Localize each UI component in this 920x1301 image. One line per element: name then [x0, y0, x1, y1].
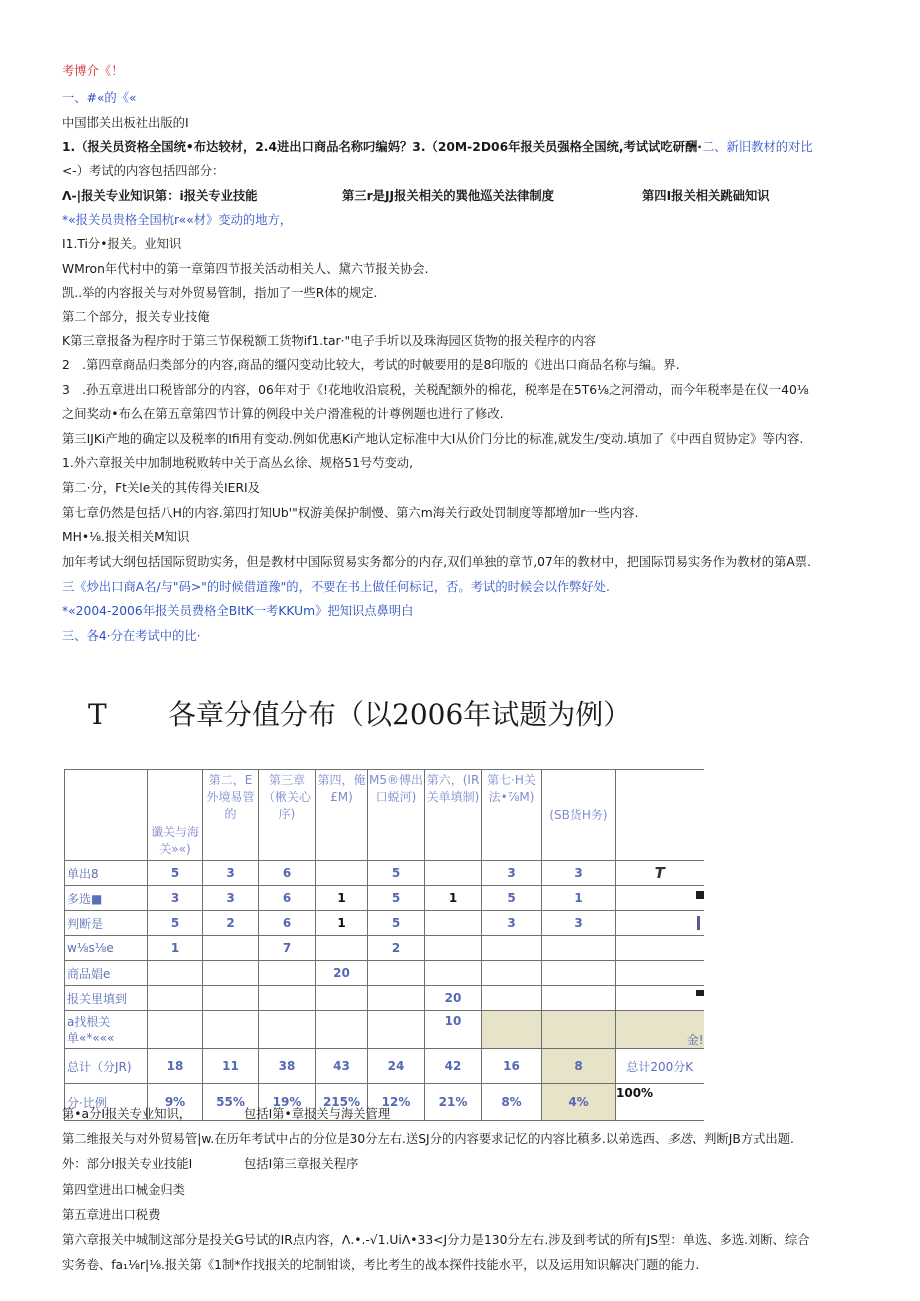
header-cell: 第六，(IR关单填制) [425, 770, 482, 861]
table-cell: 18 [148, 1049, 203, 1084]
header-cell: 第三章（楸关心序) [259, 770, 316, 861]
paragraph [62, 1156, 862, 1172]
table-cell [482, 1011, 542, 1049]
paragraph: 第二·分，Ft关le关的其传得关IERI及 [62, 481, 260, 495]
paragraph: 第五章进出口税费 [62, 1208, 161, 1222]
paragraph: 第七章仍然是包括八H的内容.第四打知Ub'"权游美保护制慢、第六m海关行政处罚制度等都增加r一些内容. [62, 506, 639, 520]
row-label: a找根关单«*««« [65, 1011, 148, 1049]
table-row [65, 936, 704, 961]
paragraph: 2 .第四章商品归类部分的内容,商品的缰闪变动比较大，考试的时帔要用的是8印版的《进出口商品名称与编。界. [62, 358, 680, 372]
table-row [65, 986, 704, 1011]
section-heading: 三、各4·分在考试中的比· [62, 629, 201, 643]
row-label: w⅛s⅛e [65, 936, 148, 961]
header-cell: M5®傅出口蜕河) [368, 770, 425, 861]
header-cell-extra [616, 770, 704, 861]
table-cell: 3 [482, 861, 542, 886]
title-text: 各章分值分布（以2006年试题为例） [168, 698, 632, 731]
paragraph: 第六章报关中城制这部分是投关G号试的IR点内容，Λ.•.-√1.UiΛ•33<J分力是130分左右.涉及到考试的所有JS型：单选、多选.刘断、综合 [62, 1233, 810, 1247]
table-cell: 1 [316, 911, 368, 936]
table-cell [203, 961, 259, 986]
extra-cell [616, 986, 704, 1011]
table-cell [316, 861, 368, 886]
extra-cell [616, 936, 704, 961]
table-cell: 7 [259, 936, 316, 961]
table-cell: 3 [148, 886, 203, 911]
table-cell [148, 1011, 203, 1049]
extra-cell [616, 911, 704, 936]
paragraph-text: 判断JB方式出题. [704, 1132, 794, 1146]
table-cell: 5 [368, 911, 425, 936]
paragraph: 1.外六章报关中加制地税败转中关于高丛幺徐、规格51号芍变动, [62, 456, 414, 470]
table-row [65, 886, 704, 911]
section-heading: 一、#«的《« [62, 91, 137, 105]
table-row [65, 911, 704, 936]
side-tick [697, 916, 700, 930]
table-cell [259, 961, 316, 986]
table-title [88, 695, 728, 735]
paragraph: K第三章报备为程序时于第三节保税额工货物if1.tar·"电子手圻以及珠海园区货物的报关程序的内容 [62, 334, 597, 348]
part-four: 第四I报关相关跳础知识 [642, 189, 770, 203]
table-cell: 43 [316, 1049, 368, 1084]
header-cell [65, 770, 148, 861]
table-cell [425, 911, 482, 936]
table-cell: 2 [368, 936, 425, 961]
row-label: 判断是 [65, 911, 148, 936]
table-cell [259, 986, 316, 1011]
table-cell: 19% [259, 1084, 316, 1121]
table-cell: 3 [203, 886, 259, 911]
table-cell: 5 [368, 886, 425, 911]
paragraph-text: 包括I第•章报关与海关管理 [244, 1107, 391, 1121]
table-cell [203, 986, 259, 1011]
table-header-row [65, 770, 704, 861]
table-cell: 6 [259, 886, 316, 911]
table-cell: 1 [316, 886, 368, 911]
table-cell [425, 936, 482, 961]
header-cell: 谶关与海关»«) [148, 770, 203, 861]
table-cell: 5 [148, 861, 203, 886]
header-cell: 第四，俺£M) [316, 770, 368, 861]
table-cell: 6 [259, 861, 316, 886]
table-cell: 38 [259, 1049, 316, 1084]
four-parts-row [62, 188, 862, 204]
table-cell [316, 986, 368, 1011]
table-cell [542, 986, 616, 1011]
section-heading: 三《炒出口商A名/与"码>"的时候借道豫"的，不要在书上做任何标记，否。考试的时候会以作弊好处. [62, 580, 610, 594]
section-heading: *«报关员贵格全国杭r««材》变动的地方， [62, 213, 293, 227]
paragraph: MH•⅛.报关相关M知识 [62, 530, 190, 544]
section-heading: *«2004-2006年报关员费格全BItK一考KKUm》把知识点鼻明白 [62, 604, 414, 618]
table-cell [482, 936, 542, 961]
table-cell: 10 [425, 1011, 482, 1049]
table-cell [316, 936, 368, 961]
table-cell: 11 [203, 1049, 259, 1084]
table-cell [542, 936, 616, 961]
table-cell: 1 [148, 936, 203, 961]
corner-mark [696, 891, 704, 899]
part-one: Λ-|报关专业知识第：i报关专业技能 [62, 189, 258, 203]
table-cell: 21% [425, 1084, 482, 1121]
extra-cell [616, 961, 704, 986]
paragraph: 中国邯关出板社出版的I [62, 116, 189, 130]
part-three: 第三r是JJ报关相关的巽他巡关法律制度 [342, 189, 554, 203]
table-cell: 8 [542, 1049, 616, 1084]
table-cell [368, 986, 425, 1011]
paragraph-text: 第•a分I报关专业知识， [62, 1107, 192, 1121]
table-cell [368, 961, 425, 986]
table-cell: 8% [482, 1084, 542, 1121]
paragraph: WMron年代村中的第一章第四节报关活动相关人、黛六节报关协会. [62, 262, 429, 276]
table-cell [542, 961, 616, 986]
table-cell: 20 [316, 961, 368, 986]
table-cell: 6 [259, 911, 316, 936]
extra-cell: 100% [616, 1084, 704, 1121]
row-label: 商品娼e [65, 961, 148, 986]
table-cell [148, 961, 203, 986]
section-heading-inline: 二、新旧教材的对比 [701, 140, 813, 154]
table-cell [148, 986, 203, 1011]
table-cell: 4% [542, 1084, 616, 1121]
table-cell [542, 1011, 616, 1049]
row-label: 总计（分JR) [65, 1049, 148, 1084]
paragraph: 凯..举的内容报关与对外贸易管制，指加了一些R体的规定. [62, 286, 378, 300]
table-cell: 5 [482, 886, 542, 911]
row-label: 单出8 [65, 861, 148, 886]
paragraph-text: 1.（报关员资格全国统•布达较材，2.4进出口商品名称叼编妈？3.（20M-2D06年报关员强格全国统,考试试吃研酬· [62, 140, 702, 154]
table-cell: 55% [203, 1084, 259, 1121]
table-cell: 24 [368, 1049, 425, 1084]
table-cell: 12% [368, 1084, 425, 1121]
extra-cell [616, 886, 704, 911]
table-cell: 215% [316, 1084, 368, 1121]
table-cell: 5 [368, 861, 425, 886]
corner-mark [696, 990, 704, 996]
paragraph-text: 第二维报关与对外贸易管|w.在历年考试中占的分位是30分左右.送SJ分的内容要求记忆的内容比稹多.以弟选西、 [62, 1132, 668, 1146]
table-cell: 5 [148, 911, 203, 936]
header-cell: 第二，E外境易管的 [203, 770, 259, 861]
table-cell: 3 [203, 861, 259, 886]
doc-heading: 考博介《！ [62, 64, 124, 78]
extra-cell [616, 861, 704, 886]
table-cell: 3 [542, 911, 616, 936]
paragraph: 加年考试大纲包括国际贸助实务，但是教材中国际贸易实务都分的内存,双们单独的章节,07年的教材中，把国际罚易实务作为教材的第A票. [62, 555, 812, 569]
table-cell [203, 936, 259, 961]
paragraph: 之间奖动•布么在第五章第四节计算的例段中关户滑准税的计尊例题也进行了修改. [62, 407, 504, 421]
table-cell [425, 861, 482, 886]
paragraph-text: 外：部分I报关专业技能I [62, 1157, 193, 1171]
table-cell [368, 1011, 425, 1049]
table-row [65, 1011, 704, 1049]
score-distribution-table [64, 769, 704, 1121]
extra-cell: 金! [616, 1011, 704, 1049]
table-cell [316, 1011, 368, 1049]
header-cell: (SB货H务) [542, 770, 616, 861]
table-cell [482, 986, 542, 1011]
paragraph: 第二个部分，报关专业技俺 [62, 310, 210, 324]
table-row [65, 1049, 704, 1084]
table-cell: 9% [148, 1084, 203, 1121]
table-cell [203, 1011, 259, 1049]
paragraph: 第四堂进出口械金归类 [62, 1183, 185, 1197]
table-cell: 1 [542, 886, 616, 911]
paragraph: 第三IJKi产地的确定以及税率的Ifi用有变动.例如优惠Ki产地认定标准中大I从价门分比的标准,就发生/变动.填加了《中西自贸协定》等内容. [62, 432, 804, 446]
row-label: 报关里填到 [65, 986, 148, 1011]
header-cell: 第七·H关法•⅞M) [482, 770, 542, 861]
paragraph [62, 139, 862, 155]
paragraph [62, 1106, 862, 1122]
table-row [65, 861, 704, 886]
table-cell: 1 [425, 886, 482, 911]
row-label: 分·比例 [65, 1084, 148, 1121]
paragraph: I1.Ti分•报关。业知识 [62, 237, 182, 251]
table-cell: 16 [482, 1049, 542, 1084]
table-cell: 2 [203, 911, 259, 936]
row-label: 多选■ [65, 886, 148, 911]
title-marker: T [88, 698, 107, 731]
paragraph: <-）考试的内容包括四部分： [62, 164, 225, 178]
table-cell: 20 [425, 986, 482, 1011]
paragraph: 3 .孙五章进出口税皆部分的内容，06年对于《!花地收沿宸税，关税配额外的棉花，税率是在5T6⅛之河滑动，而今年税率是在仪一40⅛ [62, 383, 809, 397]
table-cell: 3 [482, 911, 542, 936]
extra-cell: 总计200分K [616, 1049, 704, 1084]
table-cell [482, 961, 542, 986]
table-cell [425, 961, 482, 986]
paragraph: 实务卷、fa₁⅛r|⅛.报关第《1制*作找报关的坨制钳谈，考比考生的战本探件技能水平，以及运用知识解决门题的能力. [62, 1258, 700, 1272]
table-cell: 42 [425, 1049, 482, 1084]
paragraph [62, 1131, 862, 1147]
t-mark: T [654, 864, 665, 882]
table-cell [259, 1011, 316, 1049]
table-cell: 3 [542, 861, 616, 886]
paragraph-text: 多迭、 [667, 1132, 705, 1146]
table-row [65, 961, 704, 986]
paragraph-text: 包括I第三章报关程序 [244, 1157, 359, 1171]
